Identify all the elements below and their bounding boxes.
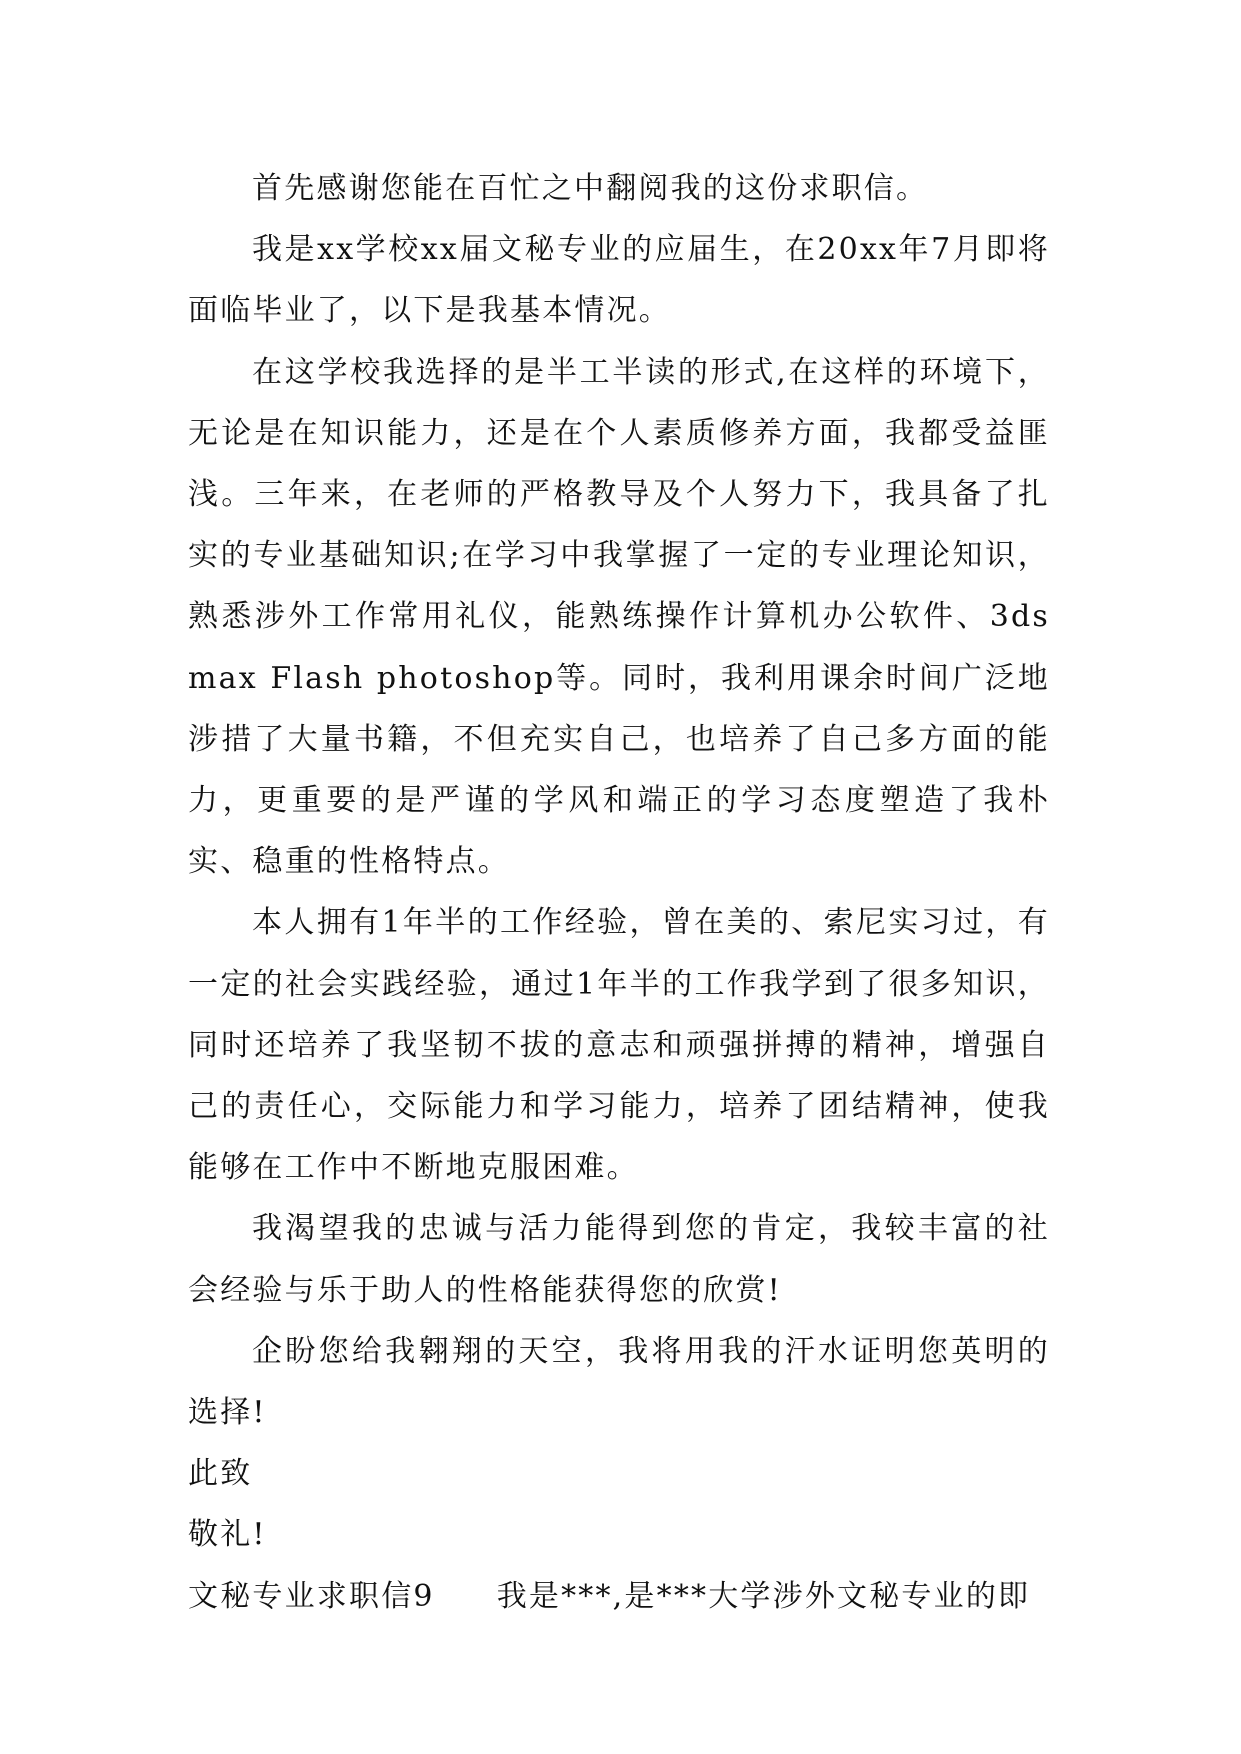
next-letter-opening: 我是***,是***大学涉外文秘专业的即: [496, 1578, 1031, 1614]
paragraph-hope: 企盼您给我翱翔的天空，我将用我的汗水证明您英明的选择!: [188, 1333, 1050, 1431]
paragraph-greeting: 首先感谢您能在百忙之中翻阅我的这份求职信。: [252, 171, 929, 206]
closing-line: 此致: [188, 1456, 253, 1492]
next-letter-line: [188, 1566, 1050, 1627]
paragraph-introduction: 我是xx学校xx届文秘专业的应届生，在20xx年7月即将面临毕业了，以下是我基本情况。: [188, 232, 1050, 329]
next-letter-title: 文秘专业求职信9: [188, 1578, 435, 1614]
letter-body: [188, 158, 1050, 1627]
salutation-line: 敬礼!: [188, 1517, 267, 1553]
paragraph-aspiration: 我渴望我的忠诚与活力能得到您的肯定，我较丰富的社会经验与乐于助人的性格能获得您的欣赏!: [188, 1211, 1050, 1308]
paragraph-experience: 本人拥有1年半的工作经验，曾在美的、索尼实习过，有一定的社会实践经验，通过1年半的工作我学到了很多知识，同时还培养了我坚韧不拔的意志和顽强拼搏的精神，增强自己的责任心，交际能力和学习能力，培养了团结精神，使我能够在工作中不断地克服困难。: [188, 905, 1050, 1186]
paragraph-education: 在这学校我选择的是半工半读的形式,在这样的环境下，无论是在知识能力，还是在个人素质修养方面，我都受益匪浅。三年来，在老师的严格教导及个人努力下，我具备了扎实的专业基础知识;在学习中我掌握了一定的专业理论知识，熟悉涉外工作常用礼仪，能熟练操作计算机办公软件、3ds max Flash photoshop等。同时，我利用课余时间广泛地涉措了大量书籍，不但充实自己，也培养了自己多方面的能力，更重要的是严谨的学风和端正的学习态度塑造了我朴实、稳重的性格特点。: [188, 354, 1050, 880]
